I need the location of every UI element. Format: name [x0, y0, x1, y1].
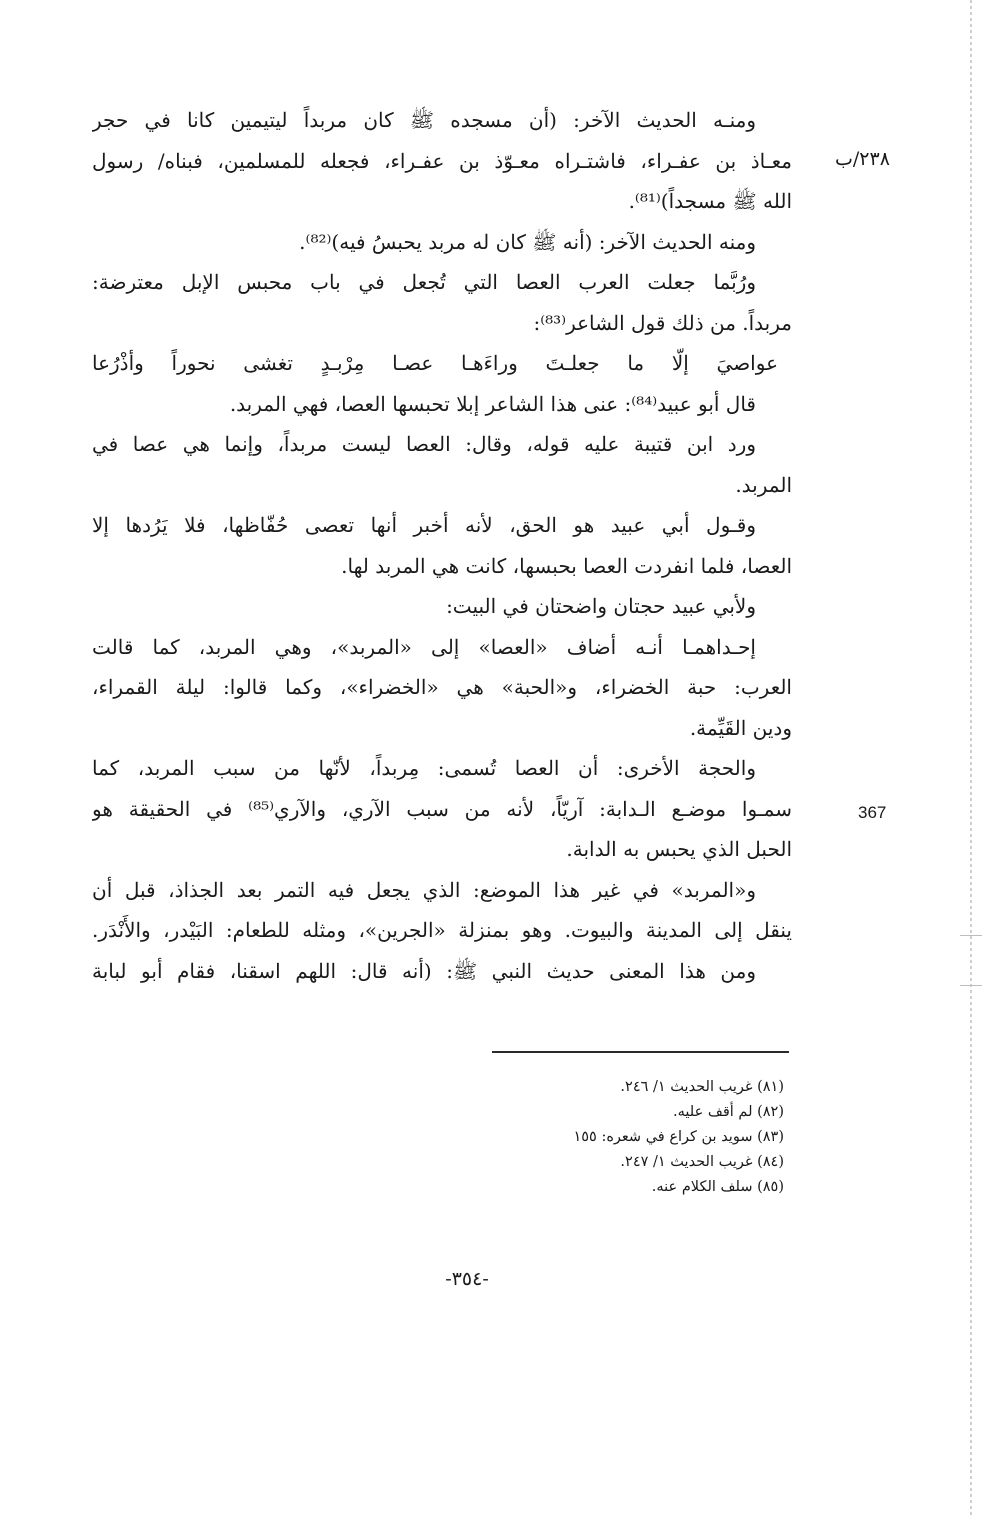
footnote: (٨٢) لم أقف عليه.: [673, 1104, 784, 1120]
footnote: (٨٣) سويد بن كراع في شعره: ١٥٥: [573, 1129, 784, 1145]
text-line: مربداً. من ذلك قول الشاعر⁽⁸³⁾:: [533, 310, 792, 335]
text-line: العرب: حبة الخضراء، و«الحبة» هي «الخضراء»، وكما قالوا: ليلة القمراء،: [92, 675, 792, 699]
main-text: [92, 100, 792, 991]
text-line: و«المربد» في غير هذا الموضع: الذي يجعل فيه التمر بعد الجذاذ، قبل أن: [92, 877, 756, 902]
text-line: ودين القَيِّمة.: [689, 715, 792, 740]
footnote: (٨١) غريب الحديث ١/ ٢٤٦.: [620, 1079, 784, 1095]
text-line: العصا، فلما انفردت العصا بحبسها، كانت هي المربد لها.: [341, 553, 792, 578]
text-line: ومنه الحديث الآخر: (أنه ﷺ كان له مربد يحبسُ فيه)⁽⁸²⁾.: [299, 229, 756, 254]
text-line: والحجة الأخرى: أن العصا تُسمى: مِربداً، لأنّها من سبب المربد، كما: [92, 756, 756, 780]
text-line: ورُبَّما جعلت العرب العصا التي تُجعل في باب محبس الإبل معترضة:: [92, 270, 756, 294]
footnote: (٨٥) سلف الكلام عنه.: [651, 1179, 784, 1195]
page-number: -٣٥٤-: [445, 1268, 489, 1290]
page-edge-tick: [960, 935, 982, 936]
text-line: وقـول أبي عبيد هو الحق، لأنه أخبر أنها تعصى حُفّاظها، فلا يَرُدها إلا: [92, 513, 756, 537]
text-line: ومن هذا المعنى حديث النبي ﷺ: (أنه قال: اللهم اسقنا، فقام أبو لبابة: [92, 958, 756, 983]
footnote-separator: [492, 1051, 789, 1053]
footnote: (٨٤) غريب الحديث ١/ ٢٤٧.: [620, 1154, 784, 1170]
poem-verse: عواصيَ إلّا ما جعلـتَ وراءَهـا عصـا مِرْبـدٍ تغشى نحوراً وأذْرُعا: [92, 351, 778, 375]
text-line: ينقل إلى المدينة والبيوت. وهو بمنزلة «الجرين»، ومثله للطعام: البَيْدر، والأَنْدَر.: [92, 918, 792, 942]
text-line: ومنـه الحديث الآخر: (أن مسجده ﷺ كان مربداً ليتيمين كانا في حجر: [92, 108, 756, 132]
folio-reference: ٢٣٨/ب: [835, 148, 890, 170]
page-reference-latin: 367: [858, 803, 887, 822]
page-edge-tick: [960, 985, 982, 986]
text-line: سمـوا موضـع الـدابة: آريّاً، لأنه من سبب الآري، والآري⁽⁸⁵⁾ في الحقيقة هو: [92, 796, 792, 821]
text-line: الحبل الذي يحبس به الدابة.: [566, 837, 792, 861]
text-line: المربد.: [735, 472, 792, 497]
text-line: إحـداهمـا أنـه أضاف «العصا» إلى «المربد»، وهي المربد، كما قالت: [92, 634, 756, 659]
text-line: الله ﷺ مسجداً)⁽⁸¹⁾.: [628, 189, 792, 213]
footnotes: [440, 1075, 790, 1200]
text-line: ولأبي عبيد حجتان واضحتان في البيت:: [446, 594, 756, 618]
page-edge-line: [970, 0, 972, 1517]
text-line: قال أبو عبيد⁽⁸⁴⁾: عنى هذا الشاعر إبلا تحبسها العصا، فهي المربد.: [229, 391, 756, 416]
text-line: معـاذ بن عفـراء، فاشتـراه معـوّذ بن عفـراء، فجعله للمسلمين، فبناه/ رسول: [92, 148, 792, 173]
text-line: ورد ابن قتيبة عليه قوله، وقال: العصا ليست مربداً، وإنما هي عصا في: [92, 432, 756, 456]
